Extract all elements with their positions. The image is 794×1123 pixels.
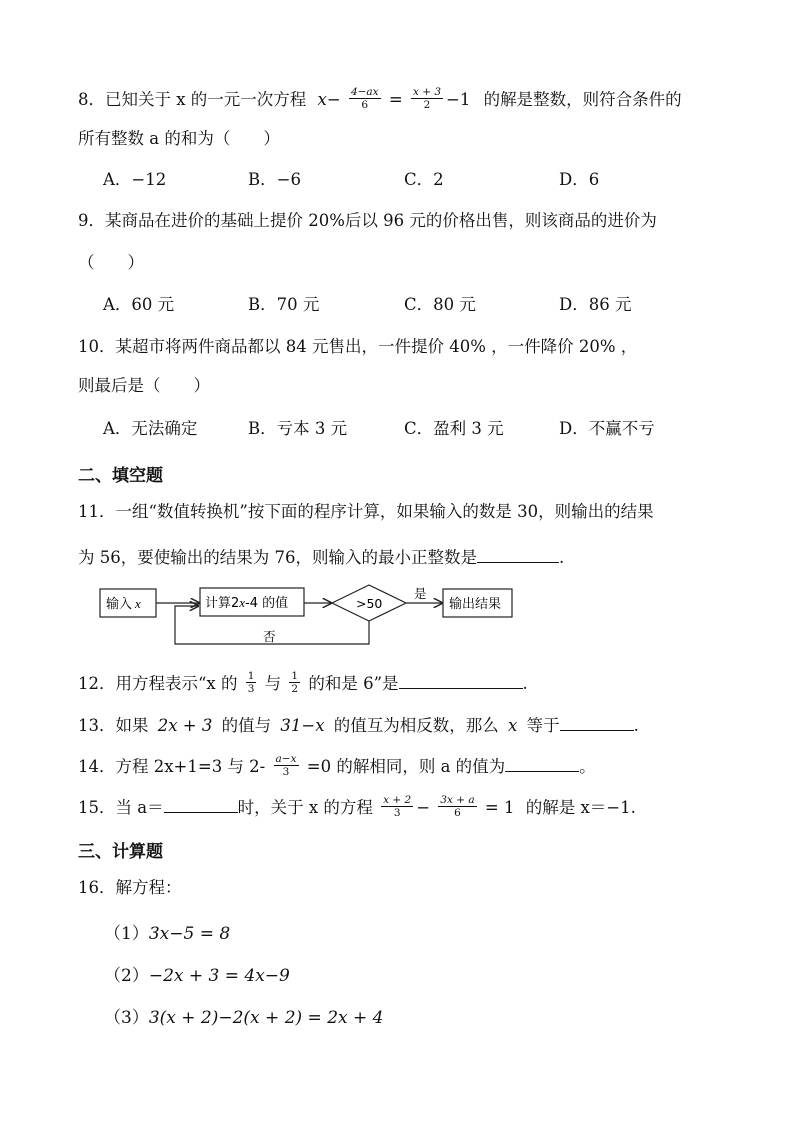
flow-yes-label: 是 <box>414 586 427 601</box>
q13-var: x <box>508 716 518 735</box>
q13-lead: 13．如果 <box>78 716 149 735</box>
q12-answer-blank[interactable] <box>399 672 523 689</box>
flowchart <box>95 582 520 648</box>
q10-option-d: D．不赢不亏 <box>559 419 655 438</box>
q15-f2-num: 3x + a <box>440 794 475 806</box>
q16-item-2-expr: −2x + 3 = 4x−9 <box>148 966 290 986</box>
q13-trail: 等于 <box>526 716 560 735</box>
q14-line <box>78 755 596 780</box>
q15-f1-den: 3 <box>393 807 401 820</box>
q9-option-c: C．80 元 <box>404 295 476 314</box>
q15-trail: 的解是 x＝−1. <box>525 798 636 818</box>
q16-item-1-label: （1） <box>104 924 149 944</box>
q10-option-c: C．盈利 3 元 <box>404 419 504 438</box>
q14-end: 。 <box>579 757 596 777</box>
q9-option-d: D．86 元 <box>559 295 632 314</box>
q12-end: . <box>522 674 528 694</box>
q10-line1: 10．某超市将两件商品都以 84 元售出，一件提价 40% ，一件降价 20% ， <box>78 337 638 356</box>
q9-option-b: B．70 元 <box>248 295 320 314</box>
q15-line <box>78 796 636 821</box>
q16-item-3-expr: 3(x + 2)−2(x + 2) = 2x + 4 <box>148 1008 384 1028</box>
q8-option-b: B．−6 <box>248 170 301 189</box>
q12-f1-den: 3 <box>247 683 255 696</box>
q8-frac2-den: 2 <box>423 99 431 112</box>
q8-equals: = <box>388 90 403 110</box>
q16-title: 16．解方程： <box>78 878 182 897</box>
q16-item-3-label: （3） <box>104 1008 149 1028</box>
q15-f2-den: 6 <box>454 807 461 820</box>
q13-mid1: 的值与 <box>221 716 272 735</box>
q15-f1-num: x + 2 <box>383 794 412 806</box>
q12-lead: 12．用方程表示“x 的 <box>78 674 238 694</box>
q15-fraction-1 <box>381 794 413 819</box>
q9-option-a: A．60 元 <box>103 295 175 314</box>
q12-fraction-2 <box>289 670 300 695</box>
q8-line1 <box>78 88 682 113</box>
q15-mid: 时，关于 x 的方程 <box>237 798 373 818</box>
q15-minus: − <box>416 798 431 818</box>
q12-f2-num: 1 <box>291 670 299 682</box>
flow-cond-text: >50 <box>356 596 383 611</box>
q14-f-num: a−x <box>275 753 297 765</box>
q16-item-1-expr: 3x−5 = 8 <box>148 924 231 944</box>
q12-line <box>78 672 528 697</box>
q13-expr2: 31−x <box>280 716 325 735</box>
q16-item-3 <box>104 1003 383 1028</box>
q12-fraction-1 <box>246 670 257 695</box>
q8-lead: 8．已知关于 x 的一元一次方程 <box>78 90 307 110</box>
q11-answer-blank[interactable] <box>477 546 559 563</box>
q14-answer-blank[interactable] <box>505 755 579 772</box>
q8-fraction-2 <box>411 86 443 111</box>
q13-end: . <box>633 716 639 735</box>
q8-option-d: D．6 <box>559 170 600 189</box>
q14-fraction <box>274 753 299 778</box>
q8-line2: 所有整数 a 的和为（ ） <box>78 129 280 148</box>
q13-answer-blank[interactable] <box>560 714 634 731</box>
q14-f-den: 3 <box>282 766 290 779</box>
q16-item-2-label: （2） <box>104 966 149 986</box>
section-fill-in: 二、填空题 <box>78 466 163 486</box>
q9-line1: 9．某商品在进价的基础上提价 20%后以 96 元的价格出售，则该商品的进价为 <box>78 211 657 230</box>
q10-line2: 则最后是（ ） <box>78 376 210 395</box>
q10-option-a: A．无法确定 <box>103 419 198 438</box>
q8-frac2-num: x + 3 <box>412 86 442 98</box>
q12-f2-den: 2 <box>291 683 299 696</box>
q9-line2: （ ） <box>78 253 144 272</box>
q12-trail: 的和是 6”是 <box>308 674 399 694</box>
q10-option-b: B．亏本 3 元 <box>248 419 348 438</box>
q8-tail: −1 <box>446 90 471 110</box>
q15-fraction-2 <box>438 794 476 819</box>
q12-f1-num: 1 <box>247 670 255 682</box>
q15-eq: = 1 <box>484 798 515 818</box>
q11-line2-text: 为 56，要使输出的结果为 76，则输入的最小正整数是 <box>78 548 477 567</box>
q8-frac1-num: 4−ax <box>350 86 379 98</box>
q8-option-a: A．−12 <box>103 170 167 189</box>
q13-expr1: 2x + 3 <box>157 716 213 735</box>
flow-output-text: 输出结果 <box>449 597 502 612</box>
q8-fraction-1 <box>349 86 381 111</box>
q11-line2-end: . <box>558 548 565 567</box>
q8-var-x: x <box>317 90 327 110</box>
q8-frac1-den: 6 <box>361 99 369 112</box>
q11-line2 <box>78 546 564 567</box>
q14-trail: =0 的解相同，则 a 的值为 <box>306 757 506 777</box>
q13-line <box>78 714 639 735</box>
flow-calc-text: 计算2x-4 的值 <box>205 595 289 611</box>
flow-input-text: 输入 x <box>106 596 141 612</box>
q11-line1: 11．一组“数值转换机”按下面的程序计算，如果输入的数是 30，则输出的结果 <box>78 502 654 521</box>
q8-minus: − <box>326 90 341 110</box>
q12-mid: 与 <box>264 674 282 694</box>
q16-item-2 <box>104 961 290 986</box>
q8-trail: 的解是整数，则符合条件的 <box>483 90 682 110</box>
flow-no-label: 否 <box>263 629 276 644</box>
q8-option-c: C．2 <box>404 170 444 189</box>
q16-item-1 <box>104 919 230 944</box>
q14-lead: 14．方程 2x+1=3 与 2- <box>78 757 266 777</box>
q15-answer-blank[interactable] <box>164 796 238 813</box>
q15-lead: 15．当 a＝ <box>78 798 164 818</box>
q13-mid2: 的值互为相反数，那么 <box>333 716 499 735</box>
section-calculation: 三、计算题 <box>78 842 163 862</box>
